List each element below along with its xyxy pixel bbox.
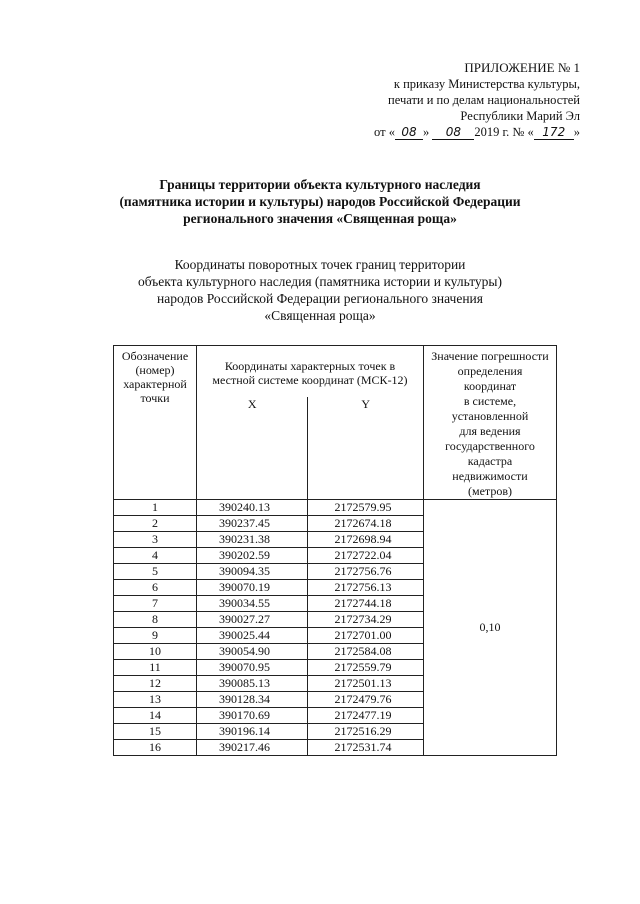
caption-line-4: «Священная роща» — [264, 308, 376, 323]
caption-line-3: народов Российской Федерации регионального значения — [157, 291, 483, 306]
header-designation-line: точки — [140, 391, 170, 405]
header-error-line: для ведения — [459, 424, 521, 438]
x-coordinate-cell: 390202.59 — [197, 548, 308, 564]
date-month: 08 — [432, 126, 474, 140]
x-coordinate-cell: 390128.34 — [197, 692, 308, 708]
point-number-cell: 3 — [114, 532, 197, 548]
header-x: X — [197, 397, 308, 500]
point-number-cell: 13 — [114, 692, 197, 708]
appendix-block — [360, 60, 580, 140]
point-number-cell: 5 — [114, 564, 197, 580]
table-caption — [60, 256, 580, 324]
heading-line-1: Границы территории объекта культурного наследия — [159, 177, 481, 192]
y-coordinate-cell: 2172698.94 — [308, 532, 424, 548]
y-coordinate-cell: 2172579.95 — [308, 500, 424, 516]
order-number: 172 — [534, 126, 574, 140]
header-designation-line: Обозначение — [121, 349, 189, 363]
date-suffix: » — [573, 125, 580, 139]
header-error-line: недвижимости — [452, 469, 528, 483]
coordinates-table — [113, 345, 557, 756]
x-coordinate-cell: 390231.38 — [197, 532, 308, 548]
y-coordinate-cell: 2172701.00 — [308, 628, 424, 644]
point-number-cell: 16 — [114, 740, 197, 756]
y-coordinate-cell: 2172479.76 — [308, 692, 424, 708]
appendix-line-3: Республики Марий Эл — [460, 109, 580, 123]
date-year: 2019 г. № « — [474, 125, 534, 139]
x-coordinate-cell: 390196.14 — [197, 724, 308, 740]
header-coordinates-line: местной системе координат (МСК-12) — [212, 373, 408, 387]
y-coordinate-cell: 2172674.18 — [308, 516, 424, 532]
table-row — [114, 500, 557, 516]
appendix-date-line — [360, 124, 580, 140]
y-coordinate-cell: 2172501.13 — [308, 676, 424, 692]
caption-line-2: объекта культурного наследия (памятника истории и культуры) — [137, 274, 503, 289]
x-coordinate-cell: 390085.13 — [197, 676, 308, 692]
x-coordinate-cell: 390094.35 — [197, 564, 308, 580]
heading-line-3: регионального значения «Священная роща» — [183, 211, 457, 226]
header-coordinates — [197, 346, 424, 398]
header-y: Y — [308, 397, 424, 500]
x-coordinate-cell: 390240.13 — [197, 500, 308, 516]
header-designation — [114, 346, 197, 500]
error-value-cell: 0,10 — [424, 500, 557, 756]
x-coordinate-cell: 390237.45 — [197, 516, 308, 532]
y-coordinate-cell: 2172756.76 — [308, 564, 424, 580]
point-number-cell: 7 — [114, 596, 197, 612]
header-designation-line: характерной — [123, 377, 187, 391]
point-number-cell: 11 — [114, 660, 197, 676]
point-number-cell: 9 — [114, 628, 197, 644]
table-header-row — [114, 346, 557, 398]
header-coordinates-line: Координаты характерных точек в — [224, 359, 396, 373]
header-error-line: Значение погрешности — [431, 349, 549, 363]
date-mid: » — [422, 125, 430, 139]
point-number-cell: 6 — [114, 580, 197, 596]
point-number-cell: 1 — [114, 500, 197, 516]
point-number-cell: 15 — [114, 724, 197, 740]
point-number-cell: 12 — [114, 676, 197, 692]
y-coordinate-cell: 2172559.79 — [308, 660, 424, 676]
header-error-line: координат — [463, 379, 517, 393]
header-error-line: установленной — [451, 409, 529, 423]
header-error-line: в системе, — [463, 394, 517, 408]
caption-line-1: Координаты поворотных точек границ территории — [174, 257, 466, 272]
point-number-cell: 8 — [114, 612, 197, 628]
x-coordinate-cell: 390070.95 — [197, 660, 308, 676]
x-coordinate-cell: 390054.90 — [197, 644, 308, 660]
table-body — [114, 500, 557, 756]
point-number-cell: 2 — [114, 516, 197, 532]
y-coordinate-cell: 2172722.04 — [308, 548, 424, 564]
x-coordinate-cell: 390027.27 — [197, 612, 308, 628]
x-coordinate-cell: 390070.19 — [197, 580, 308, 596]
header-error-line: определения — [457, 364, 523, 378]
y-coordinate-cell: 2172516.29 — [308, 724, 424, 740]
header-designation-line: (номер) — [135, 363, 175, 377]
appendix-title: ПРИЛОЖЕНИЕ № 1 — [464, 60, 580, 75]
point-number-cell: 14 — [114, 708, 197, 724]
date-day: 08 — [395, 126, 423, 140]
point-number-cell: 10 — [114, 644, 197, 660]
header-error-line: кадастра — [467, 454, 513, 468]
appendix-line-1: к приказу Министерства культуры, — [393, 77, 580, 91]
y-coordinate-cell: 2172734.29 — [308, 612, 424, 628]
appendix-line-2: печати и по делам национальностей — [388, 93, 580, 107]
y-coordinate-cell: 2172756.13 — [308, 580, 424, 596]
date-prefix: от « — [374, 125, 395, 139]
y-coordinate-cell: 2172744.18 — [308, 596, 424, 612]
header-error-line: государственного — [445, 439, 535, 453]
point-number-cell: 4 — [114, 548, 197, 564]
document-heading — [60, 176, 580, 227]
x-coordinate-cell: 390170.69 — [197, 708, 308, 724]
x-coordinate-cell: 390034.55 — [197, 596, 308, 612]
header-error-line: (метров) — [468, 484, 512, 498]
header-error — [424, 346, 557, 500]
heading-line-2: (памятника истории и культуры) народов Российской Федерации — [119, 194, 521, 209]
y-coordinate-cell: 2172477.19 — [308, 708, 424, 724]
y-coordinate-cell: 2172584.08 — [308, 644, 424, 660]
x-coordinate-cell: 390217.46 — [197, 740, 308, 756]
x-coordinate-cell: 390025.44 — [197, 628, 308, 644]
y-coordinate-cell: 2172531.74 — [308, 740, 424, 756]
